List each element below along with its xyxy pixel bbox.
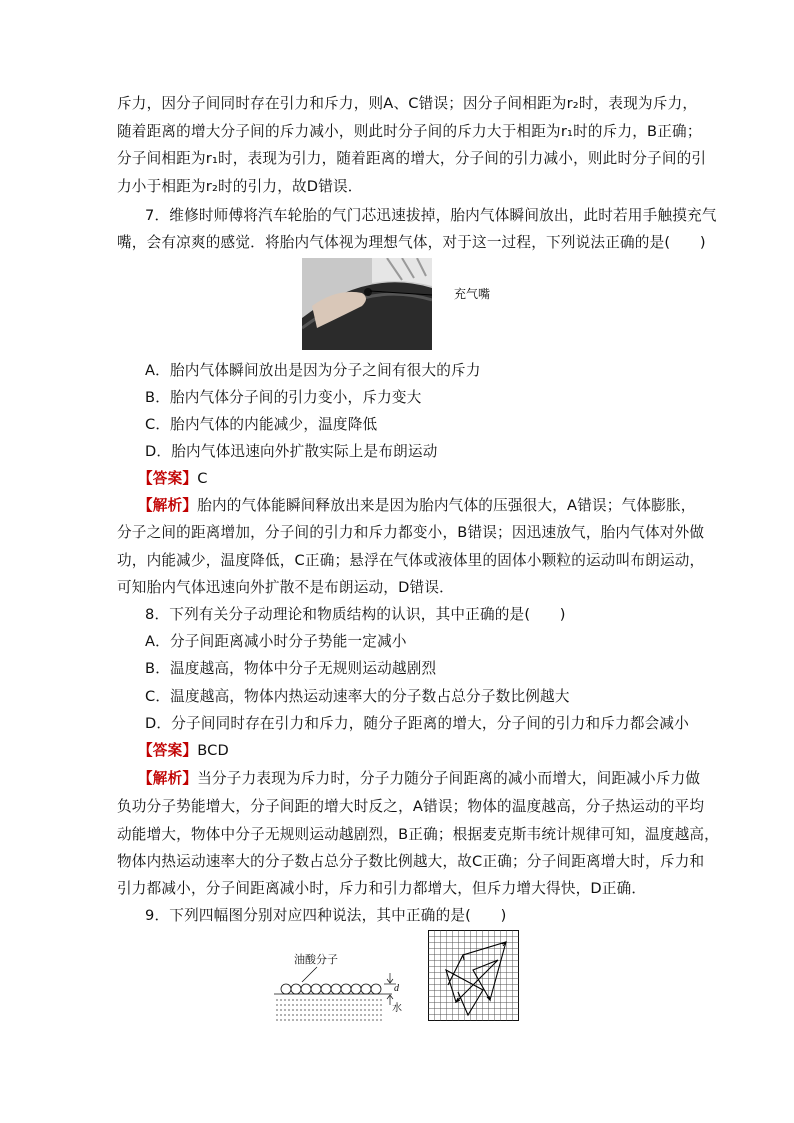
analysis-text: 胎内的气体能瞬间释放出来是因为胎内气体的压强很大，A错误；气体膨胀， bbox=[197, 497, 696, 514]
text-line: 分子间相距为r₁时，表现为引力，随着距离的增大，分子间的引力减小，则此时分子间的引 bbox=[117, 150, 707, 167]
answer-tag: 【答案】 bbox=[138, 470, 198, 487]
analysis-line: 动能增大，物体中分子无规则运动越剧烈，B正确；根据麦克斯韦统计规律可知，温度越高， bbox=[117, 826, 719, 843]
answer-value: BCD bbox=[197, 742, 229, 759]
analysis-tag: 【解析】 bbox=[138, 770, 198, 787]
option-d: D．分子间同时存在引力和斥力，随分子距离的增大，分子间的引力和斥力都会减小 bbox=[145, 715, 690, 732]
option-c: C．温度越高，物体内热运动速率大的分子数占总分子数比例越大 bbox=[145, 688, 570, 705]
question-7-stem-cont: 嘴，会有凉爽的感觉．将胎内气体视为理想气体，对于这一过程，下列说法正确的是( ) bbox=[117, 234, 706, 251]
answer-value: C bbox=[197, 470, 208, 487]
text-line: 力小于相距为r₂时的引力，故D错误． bbox=[117, 178, 363, 195]
analysis-line bbox=[138, 496, 696, 516]
analysis-tag: 【解析】 bbox=[138, 497, 198, 514]
analysis-line bbox=[138, 769, 700, 789]
text-line: 斥力，因分子间同时存在引力和斥力，则A、C错误；因分子间相距为r₂时，表现为斥力， bbox=[117, 95, 698, 112]
tire-photo-illustration bbox=[302, 258, 432, 350]
tire-valve-photo bbox=[302, 258, 432, 350]
analysis-line: 可知胎内气体迅速向外扩散不是布朗运动，D错误． bbox=[117, 579, 454, 596]
analysis-line: 功，内能减少，温度降低，C正确；悬浮在气体或液体里的固体小颗粒的运动叫布朗运动， bbox=[117, 552, 705, 569]
option-a: A．胎内气体瞬间放出是因为分子之间有很大的斥力 bbox=[145, 362, 481, 379]
answer-line bbox=[138, 741, 229, 761]
option-b: B．胎内气体分子间的引力变小，斥力变大 bbox=[145, 389, 422, 406]
valve-label: 充气嘴 bbox=[454, 287, 491, 301]
option-a: A．分子间距离减小时分子势能一定减小 bbox=[145, 633, 407, 650]
analysis-line: 分子之间的距离增加，分子间的引力和斥力都变小，B错误；因迅速放气，胎内气体对外做 bbox=[117, 524, 705, 541]
option-d: D．胎内气体迅速向外扩散实际上是布朗运动 bbox=[145, 443, 438, 460]
fig-label-oleic-acid: 油酸分子 bbox=[294, 954, 338, 966]
question-8-stem: 8．下列有关分子动理论和物质结构的认识，其中正确的是( ) bbox=[145, 606, 566, 623]
answer-line bbox=[138, 469, 208, 489]
analysis-line: 物体内热运动速率大的分子数占总分子数比例越大，故C正确；分子间距离增大时，斥力和 bbox=[117, 853, 705, 870]
text-line: 随着距离的增大分子间的斥力减小，则此时分子间的斥力大于相距为r₁时的斥力，B正确； bbox=[117, 123, 702, 140]
analysis-line: 负功分子势能增大，分子间距的增大时反之，A错误；物体的温度越高，分子热运动的平均 bbox=[117, 798, 705, 815]
question-9-stem: 9．下列四幅图分别对应四种说法，其中正确的是( ) bbox=[145, 907, 507, 924]
option-b: B．温度越高，物体中分子无规则运动越剧烈 bbox=[145, 660, 437, 677]
analysis-line: 引力都减小，分子间距离减小时，斥力和引力都增大，但斥力增大得快，D正确． bbox=[117, 880, 647, 897]
brownian-motion-grid-figure bbox=[428, 930, 520, 1022]
answer-tag: 【答案】 bbox=[138, 742, 198, 759]
question-7-stem: 7．维修时师傅将汽车轮胎的气门芯迅速拔掉，胎内气体瞬间放出，此时若用手触摸充气 bbox=[145, 207, 717, 224]
fig-label-d: d bbox=[394, 983, 399, 994]
oil-film-figure bbox=[272, 945, 407, 1025]
analysis-text: 当分子力表现为斥力时，分子力随分子间距离的减小而增大，间距减小斥力做 bbox=[197, 770, 701, 787]
option-c: C．胎内气体的内能减少，温度降低 bbox=[145, 416, 378, 433]
fig-label-water: 水 bbox=[392, 1003, 402, 1014]
